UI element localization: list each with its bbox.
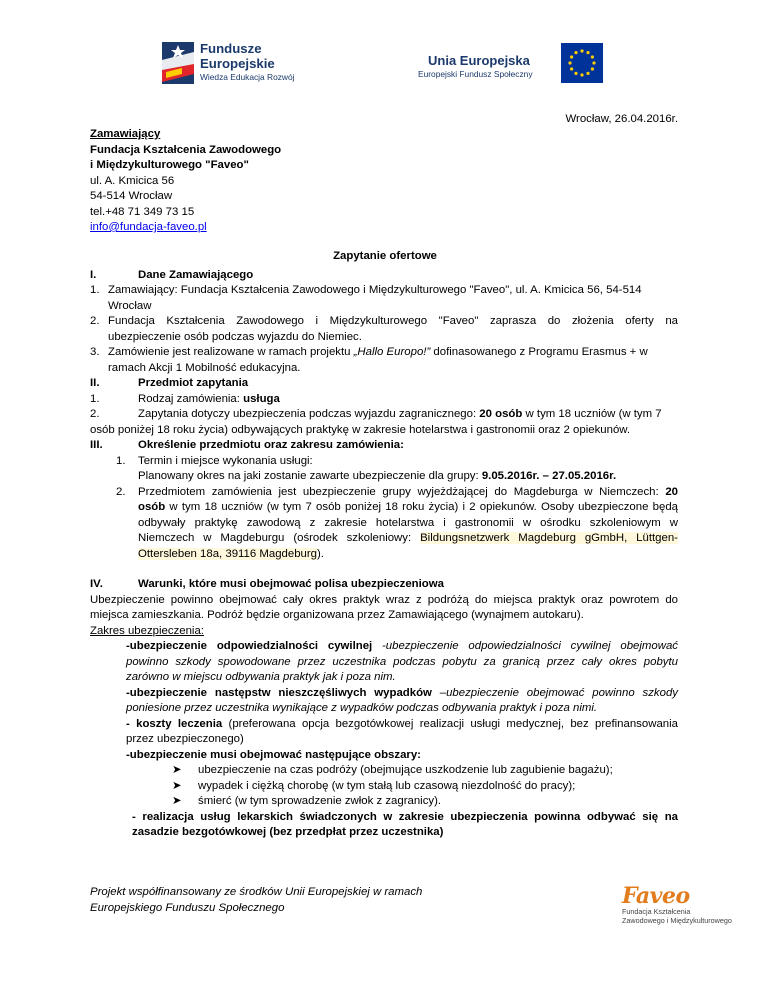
s2-item1-bold: usługa (243, 393, 280, 405)
s2-item2-line2: osób poniżej 18 roku życia) odbywających praktykę w zakresie hotelarstwa i gastronomii oraz 2 opiekunów. (90, 424, 631, 436)
footer-line1: Projekt współfinansowany ze środków Unii Europejskiej w ramach (90, 886, 423, 898)
s2-item1 (138, 392, 280, 408)
s3-item2-osob: osób (138, 501, 166, 513)
footer-note (90, 884, 422, 916)
s3-number: III. (90, 439, 103, 451)
s2-item2-post: w tym 18 uczniów (w tym 7 (522, 408, 662, 420)
bullet-arrow-icon: ➤ (172, 780, 182, 792)
s4-bullet-2: wypadek i ciężką chorobę (w tym stałą lub czasową niezdolność do pracy); (198, 780, 576, 792)
unia-europejska-logo (418, 40, 608, 88)
s4-kl-bold: - koszty leczenia (126, 718, 223, 730)
eu-star-icon (568, 61, 571, 64)
training-center-name: Bildungsnetzwerk Magdeburg gGmbH, Lüttgen- (420, 532, 678, 544)
s4-kl-text: (preferowana opcja bezgotówkowej realizacji usługi medycznej, bez prefinansowania (222, 718, 678, 730)
fe-logo-line2: Europejskie (200, 55, 275, 71)
s4-kl-line2: przez ubezpieczonego) (126, 733, 244, 745)
contractor-email-link[interactable]: info@fundacja-faveo.pl (90, 221, 207, 233)
s2-item1-number: 1. (90, 393, 100, 405)
s3-item1-number: 1. (116, 455, 126, 467)
s4-nnw-bold: -ubezpieczenie następstw nieszczęśliwych wypadków (126, 687, 432, 699)
s1-item1-line2: Wrocław (108, 300, 152, 312)
s4-para1-line1: Ubezpieczenie powinno obejmować cały okres praktyk wraz z podróżą do miejsca praktyk oraz powrotem do (90, 594, 678, 606)
s1-item3-post: dofinasowanego z Programu Erasmus + w (430, 346, 648, 358)
eu-star-icon (570, 55, 573, 58)
s2-item2-line1 (138, 407, 662, 423)
fe-star-icon (162, 42, 194, 84)
s3-item2-line3: odbywały praktykę zawodową z zakresie hotelarstwa i gastronomii w ośrodku szkoleniowym w (138, 517, 678, 529)
s3-item1-line2 (138, 469, 616, 485)
s3-item1-pre: Planowany okres na jaki zostanie zawarte ubezpieczenie dla grupy: (138, 470, 482, 482)
s1-item2-line1: Fundacja Kształcenia Zawodowego i Międzykulturowego "Faveo" zaprasza do złożenia oferty na (108, 315, 678, 327)
s4-oc-line3: zarówno w miejscu odbywania praktyk jak i poza nim. (126, 671, 396, 683)
s3-item2-line4 (138, 531, 678, 547)
eu-star-icon (580, 73, 583, 76)
faveo-logo-sub1: Fundacja Kształcenia (622, 907, 691, 916)
s4-oc-italic: -ubezpieczenie odpowiedzialności cywilnej obejmować (372, 640, 678, 652)
ue-logo-line1: Unia Europejska (428, 53, 530, 68)
document-title: Zapytanie ofertowe (333, 250, 437, 262)
date-place: Wrocław, 26.04.2016r. (565, 113, 678, 125)
s4-nnw-line1 (126, 686, 678, 702)
s4-number: IV. (90, 578, 103, 590)
training-center-address: Ottersleben 18a, 39116 Magdeburg (138, 548, 318, 560)
s3-item2-count: 20 (665, 486, 678, 498)
contractor-city: 54-514 Wrocław (90, 190, 173, 202)
s4-areas-heading: -ubezpieczenie musi obejmować następujące obszary: (126, 749, 421, 761)
eu-flag-icon (561, 43, 603, 83)
eu-star-icon (591, 55, 594, 58)
bullet-arrow-icon: ➤ (172, 795, 182, 807)
s1-item2-number: 2. (90, 315, 100, 327)
s4-final-line1: - realizacja usług lekarskich świadczonych w zakresie ubezpieczenia powinna odbywać się na (132, 811, 678, 823)
s3-item2-line2 (138, 500, 678, 516)
s3-item2-line5 (138, 547, 324, 563)
contractor-name-1: Fundacja Kształcenia Zawodowego (90, 144, 282, 156)
faveo-logo (622, 885, 732, 945)
s4-oc-bold: -ubezpieczenie odpowiedzialności cywilnej (126, 640, 373, 652)
s4-oc-line1 (126, 639, 678, 655)
s4-nnw-italic: –ubezpieczenie obejmować powinno szkody (431, 687, 678, 699)
s3-item2-pre: Przedmiotem zamówienia jest ubezpieczenie grupy wyjeżdżającej do Magdeburga w Niemczech: (138, 486, 666, 498)
eu-star-icon (586, 51, 589, 54)
fe-logo-line3: Wiedza Edukacja Rozwój (200, 72, 295, 82)
fe-logo-line1: Fundusze (200, 41, 262, 56)
s1-item3-number: 3. (90, 346, 100, 358)
s4-para1-line2: miejsca zamieszkania. Podróż będzie organizowana przez Zamawiającego (wynajmem autokaru). (90, 609, 584, 621)
s3-item2-line4-pre: Niemczech w Magdeburgu (ośrodek szkoleniowy: (138, 532, 421, 544)
s4-final-line2: zasadzie bezgotówkowej (bez przedpłat przez uczestnika) (132, 826, 444, 838)
eu-star-icon (591, 67, 594, 70)
s4-scope-heading: Zakres ubezpieczenia: (90, 625, 204, 637)
s1-number: I. (90, 269, 97, 281)
contractor-phone: tel.+48 71 349 73 15 (90, 206, 195, 218)
s1-item3-line1 (108, 345, 648, 361)
insurance-period: 9.05.2016r. – 27.05.2016r. (481, 470, 617, 482)
project-name: „Hallo Europo!” (353, 346, 431, 358)
s4-bullet-3: śmierć (w tym sprowadzenie zwłok z zagranicy). (198, 795, 442, 807)
s1-item3-line2: ramach Akcji 1 Mobilność edukacyjna. (108, 362, 301, 374)
contractor-name-2: i Międzykulturowego "Faveo" (90, 159, 249, 171)
s4-kl-line1 (126, 717, 678, 733)
faveo-logo-name: Faveo (622, 883, 690, 909)
faveo-logo-sub2: Zawodowego i Międzykulturowego (622, 916, 732, 925)
ue-logo-line2: Europejski Fundusz Społeczny (418, 69, 533, 79)
s1-item2-line2: ubezpieczenie osób podczas wyjazdu do Niemiec. (108, 331, 362, 343)
fundusze-europejskie-logo (162, 42, 312, 90)
footer-line2: Europejskiego Funduszu Społecznego (90, 902, 285, 914)
s2-title: Przedmiot zapytania (138, 377, 249, 389)
s4-nnw-line2: poniesione przez uczestnika wynikające z wypadków podczas odbywania praktyk i poza nimi. (126, 702, 598, 714)
s3-item2-number: 2. (116, 486, 126, 498)
s2-item2-pre: Zapytania dotyczy ubezpieczenia podczas wyjazdu zagranicznego: (138, 408, 480, 420)
s4-oc-line2: powinno szkody spowodowane przez uczestnika podczas pobytu za granicą przez cały okres pobytu (126, 656, 678, 668)
bullet-arrow-icon: ➤ (172, 764, 182, 776)
s3-item2-line2-text: w tym 18 uczniów (w tym 7 osób poniżej 18 roku życia) i 2 opiekunów. Osoby ubezpieczone będą (165, 501, 678, 513)
s1-item1-number: 1. (90, 284, 100, 296)
eu-star-icon (574, 51, 577, 54)
s4-bullet-1: ubezpieczenie na czas podróży (obejmujące uszkodzenie lub zagubienie bagażu); (198, 764, 613, 776)
eu-star-icon (574, 72, 577, 75)
eu-star-icon (592, 61, 595, 64)
eu-star-icon (580, 49, 583, 52)
s3-item2-line1 (138, 485, 678, 501)
s4-title: Warunki, które musi obejmować polisa ubezpieczeniowa (138, 578, 444, 590)
eu-star-icon (586, 72, 589, 75)
s1-item3-pre: Zamówienie jest realizowane w ramach projektu (108, 346, 354, 358)
s3-item1-line1: Termin i miejsce wykonania usługi: (138, 455, 313, 467)
contractor-street: ul. A. Kmicica 56 (90, 175, 175, 187)
s2-item1-pre: Rodzaj zamówienia: (138, 393, 244, 405)
s2-item2-bold: 20 osób (479, 408, 523, 420)
s1-item1-line1: Zamawiający: Fundacja Kształcenia Zawodowego i Międzykulturowego "Faveo", ul. A. Kmicica 56, 54-514 (108, 284, 642, 296)
eu-star-icon (570, 67, 573, 70)
contractor-heading: Zamawiający (90, 128, 161, 140)
s3-item2-line5-post: ). (317, 548, 324, 560)
s3-title: Określenie przedmiotu oraz zakresu zamówienia: (138, 439, 404, 451)
s2-number: II. (90, 377, 100, 389)
s2-item2-number: 2. (90, 408, 100, 420)
s1-title: Dane Zamawiającego (138, 269, 254, 281)
